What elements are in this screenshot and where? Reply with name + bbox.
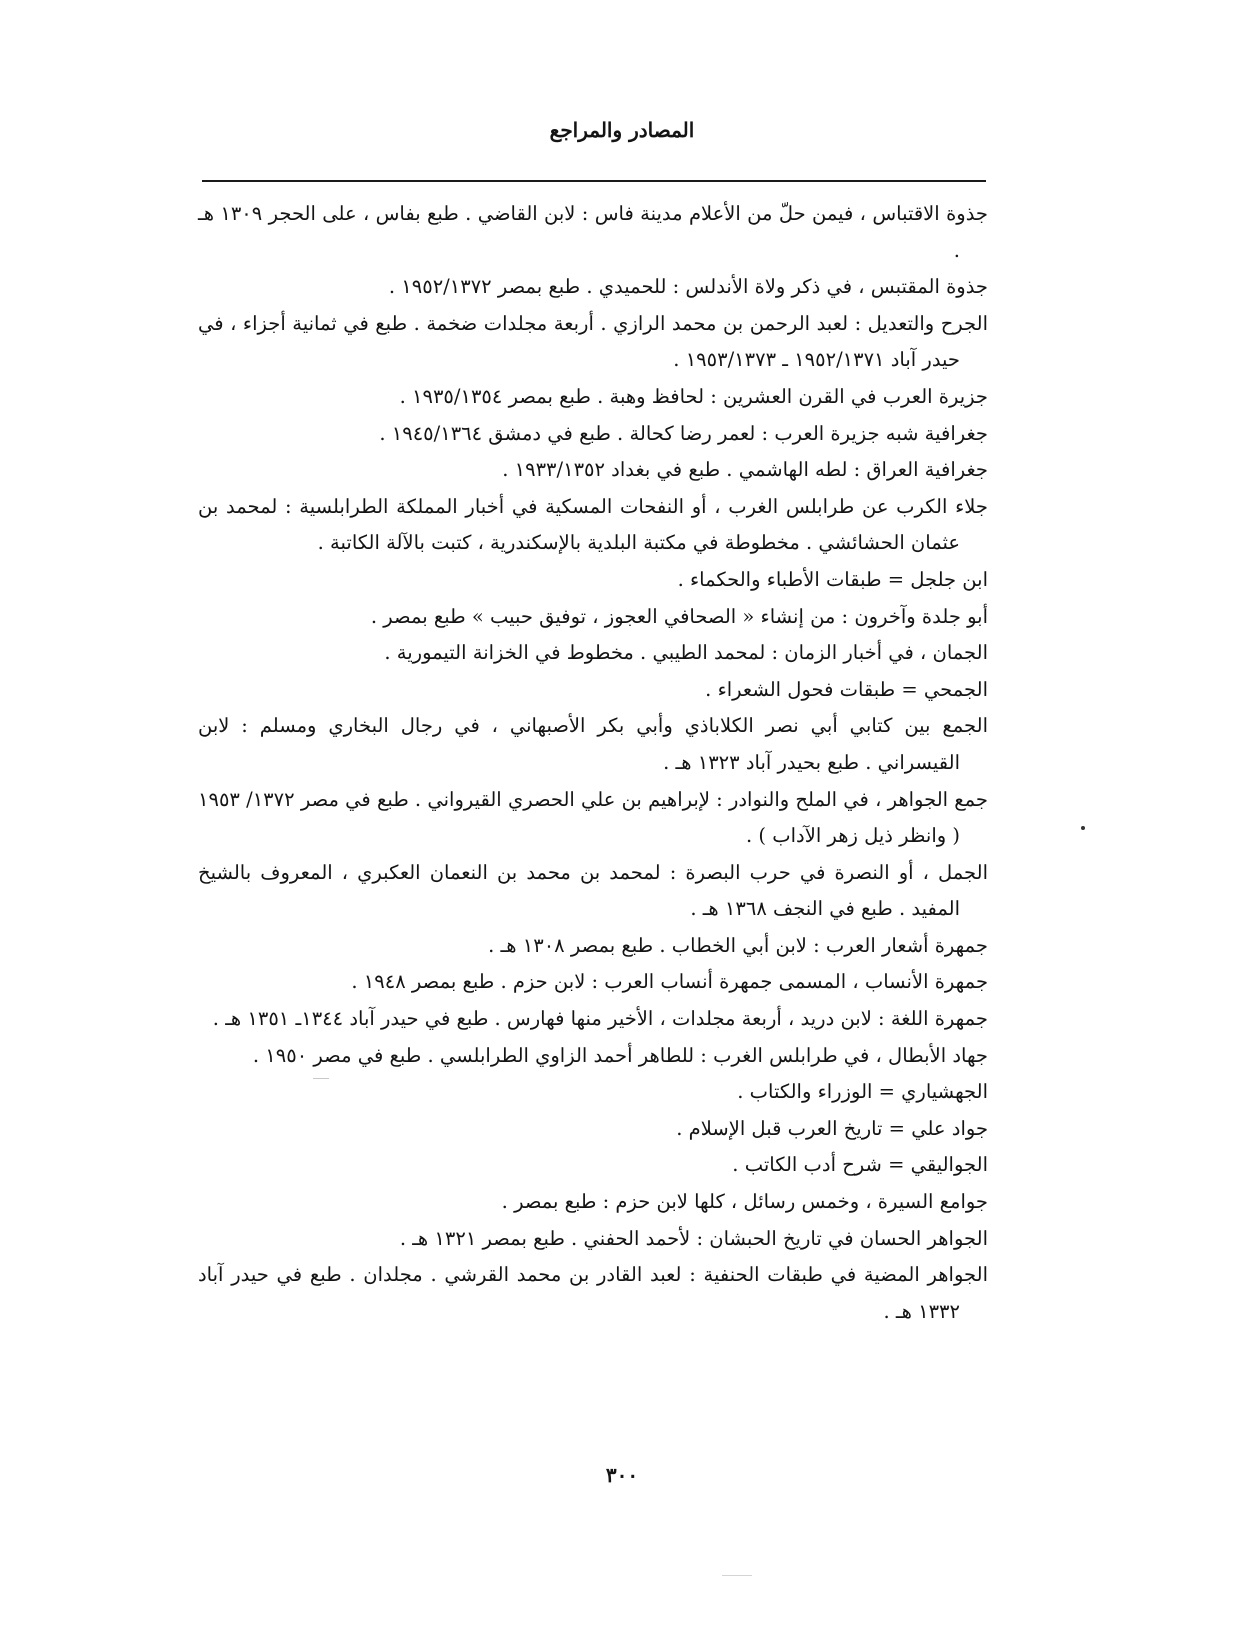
bibliography-entry: الجمان ، في أخبار الزمان : لمحمد الطيبي . مخطوط في الخزانة التيمورية .	[384, 641, 988, 665]
bibliography-entry: جمهرة أشعار العرب : لابن أبي الخطاب . طبع بمصر ١٣٠٨ هـ .	[488, 933, 988, 957]
bibliography-entry: الجمل ، أو النصرة في حرب البصرة : لمحمد بن محمد بن النعمان العكبري ، المعروف بالشيخ المفيد . طبع في النجف ١٣٦٨ هـ .	[198, 860, 988, 921]
scan-speck	[313, 1078, 329, 1079]
bibliography-entry: جغرافية شبه جزيرة العرب : لعمر رضا كحالة . طبع في دمشق ١٩٤٥/١٣٦٤ .	[379, 421, 988, 445]
bibliography-entry: جواد علي = تاريخ العرب قبل الإسلام .	[676, 1116, 988, 1140]
bibliography-entry: الجمحي = طبقات فحول الشعراء .	[705, 677, 988, 701]
page-number: ٣٠٠	[605, 1463, 639, 1487]
bibliography-entry: ابن جلجل = طبقات الأطباء والحكماء .	[677, 567, 988, 591]
scan-speck	[722, 1575, 752, 1576]
page-title: المصادر والمراجع	[549, 118, 695, 142]
bibliography-entry: جوامع السيرة ، وخمس رسائل ، كلها لابن حزم : طبع بمصر .	[501, 1190, 988, 1214]
bibliography-entry: الجواهر المضية في طبقات الحنفية : لعبد القادر بن محمد القرشي . مجلدان . طبع في حيدر آباد ١٣٣٢ هـ .	[198, 1263, 988, 1323]
bibliography-entry: جلاء الكرب عن طرابلس الغرب ، أو النفحات المسكية في أخبار المملكة الطرابلسية : لمحمد بن عثمان الحشائشي . مخطوطة في مكتبة البلدية بالإسكندرية ، كتبت بالآلة الكاتبة .	[198, 494, 988, 555]
margin-dot	[1081, 826, 1085, 830]
bibliography-entry: الجهشياري = الوزراء والكتاب .	[737, 1080, 988, 1104]
bibliography-entry: الجواليقي = شرح أدب الكاتب .	[732, 1153, 988, 1177]
bibliography-entry: أبو جلدة وآخرون : من إنشاء « الصحافي العجوز ، توفيق حبيب » طبع بمصر .	[370, 604, 988, 628]
bibliography-entry: جمهرة اللغة : لابن دريد ، أربعة مجلدات ، الأخير منها فهارس . طبع في حيدر آباد ١٣٤٤ـ ١٣٥١ هـ .	[212, 1007, 988, 1031]
bibliography-entry: جهاد الأبطال ، في طرابلس الغرب : للطاهر أحمد الزاوي الطرابلسي . طبع في مصر ١٩٥٠ .	[252, 1043, 988, 1067]
bibliography-entry: جمهرة الأنساب ، المسمى جمهرة أنساب العرب : لابن حزم . طبع بمصر ١٩٤٨ .	[351, 970, 988, 994]
bibliography-entry: الجمع بين كتابي أبي نصر الكلاباذي وأبي بكر الأصبهاني ، في رجال البخاري ومسلم : لابن القيسراني . طبع بحيدر آباد ١٣٢٣ هـ .	[198, 714, 988, 774]
bibliography-entry: الجرح والتعديل : لعبد الرحمن بن محمد الرازي . أربعة مجلدات ضخمة . طبع في ثمانية أجزاء ، في حيدر آباد ١٩٥٢/١٣٧١ ـ ١٩٥٣/١٣٧٣ .	[198, 311, 988, 372]
bibliography-list	[198, 196, 988, 1330]
title-divider	[202, 180, 986, 182]
bibliography-entry: جغرافية العراق : لطه الهاشمي . طبع في بغداد ١٩٣٣/١٣٥٢ .	[502, 458, 988, 482]
bibliography-entry: جزيرة العرب في القرن العشرين : لحافظ وهبة . طبع بمصر ١٩٣٥/١٣٥٤ .	[399, 384, 988, 408]
bibliography-entry: جذوة الاقتباس ، فيمن حلّ من الأعلام مدينة فاس : لابن القاضي . طبع بفاس ، على الحجر ١٣٠٩ هـ .	[198, 202, 988, 262]
bibliography-entry: جذوة المقتبس ، في ذكر ولاة الأندلس : للحميدي . طبع بمصر ١٩٥٢/١٣٧٢ .	[388, 275, 988, 299]
bibliography-entry: جمع الجواهر ، في الملح والنوادر : لإبراهيم بن علي الحصري القيرواني . طبع في مصر ١٣٧٢/ ١٩٥٣ ( وانظر ذيل زهر الآداب ) .	[198, 787, 988, 848]
bibliography-entry: الجواهر الحسان في تاريخ الحبشان : لأحمد الحفني . طبع بمصر ١٣٢١ هـ .	[399, 1226, 988, 1250]
